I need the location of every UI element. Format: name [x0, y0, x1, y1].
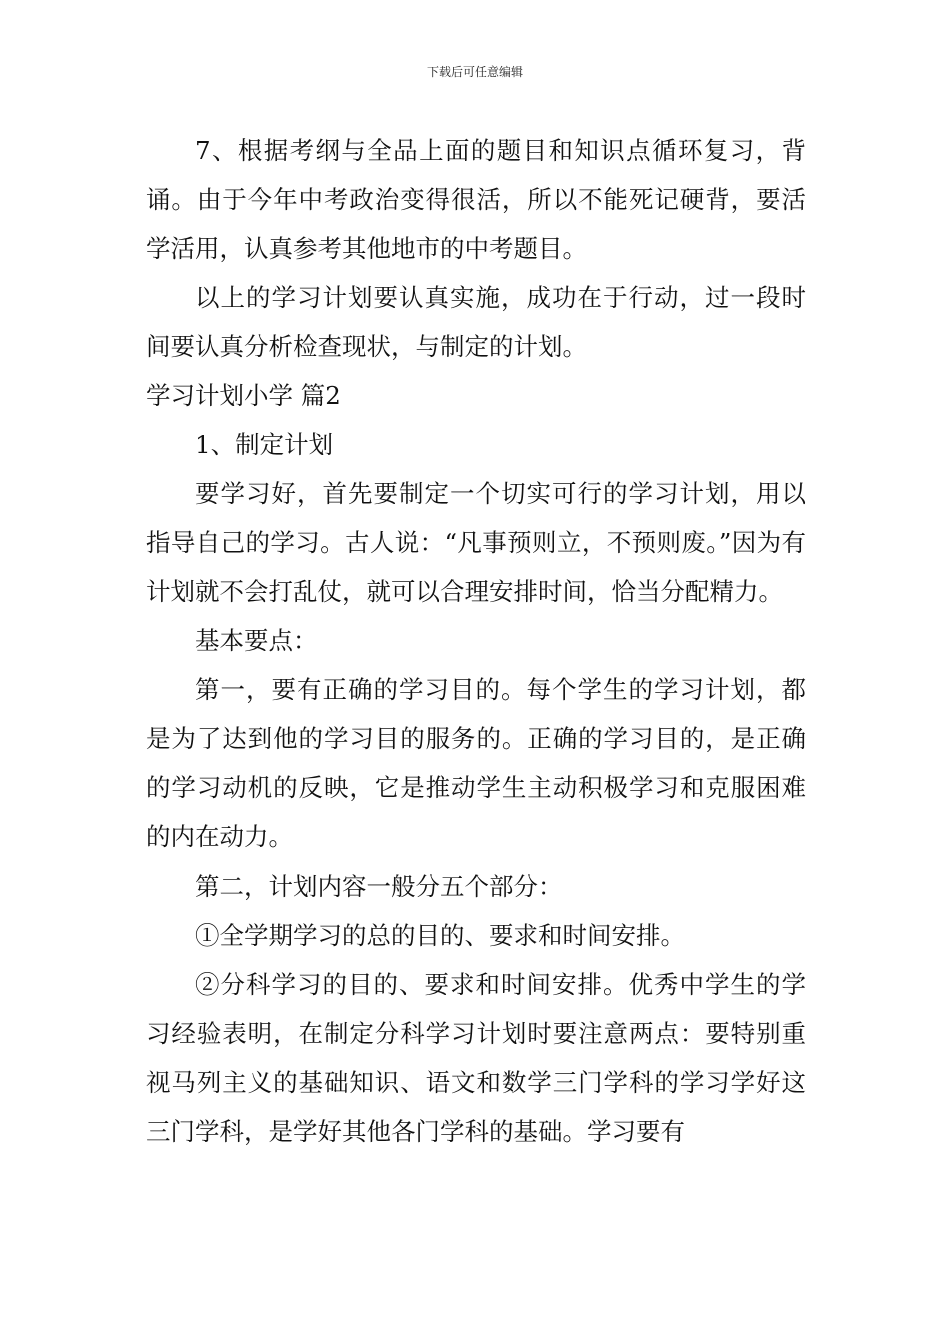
list-item-subject-goal: ②分科学习的目的、要求和时间安排。优秀中学生的学习经验表明，在制定分科学习计划时要注意两点：要特别重视马列主义的基础知识、语文和数学三门学科的学习学好这三门学科，是学好其他各门学科的基础。学习要有 [146, 970, 806, 1146]
document-body [146, 126, 806, 1156]
section-heading: 学习计划小学 篇2 [146, 381, 341, 410]
page-header: 下载后可任意编辑 [426, 65, 523, 79]
paragraph-plan-importance: 要学习好，首先要制定一个切实可行的学习计划，用以指导自己的学习。古人说：“凡事预则立，不预则废。”因为有计划就不会打乱仗，就可以合理安排时间，恰当分配精力。 [146, 479, 806, 606]
paragraph-point-two: 第二，计划内容一般分五个部分： [195, 872, 563, 901]
paragraph-plan-summary: 以上的学习计划要认真实施，成功在于行动，过一段时间要认真分析检查现状，与制定的计划。 [146, 283, 806, 361]
subheading-key-points: 基本要点： [195, 626, 318, 655]
list-item-semester-goal: ①全学期学习的总的目的、要求和时间安排。 [195, 921, 685, 950]
paragraph-review-tip-7: 7、根据考纲与全品上面的题目和知识点循环复习，背诵。由于今年中考政治变得很活，所以不能死记硬背，要活学活用，认真参考其他地市的中考题目。 [146, 136, 806, 263]
paragraph-point-one: 第一，要有正确的学习目的。每个学生的学习计划，都是为了达到他的学习目的服务的。正确的学习目的，是正确的学习动机的反映，它是推动学生主动积极学习和克服困难的内在动力。 [146, 675, 806, 851]
subheading-make-plan: 1、制定计划 [195, 430, 334, 459]
